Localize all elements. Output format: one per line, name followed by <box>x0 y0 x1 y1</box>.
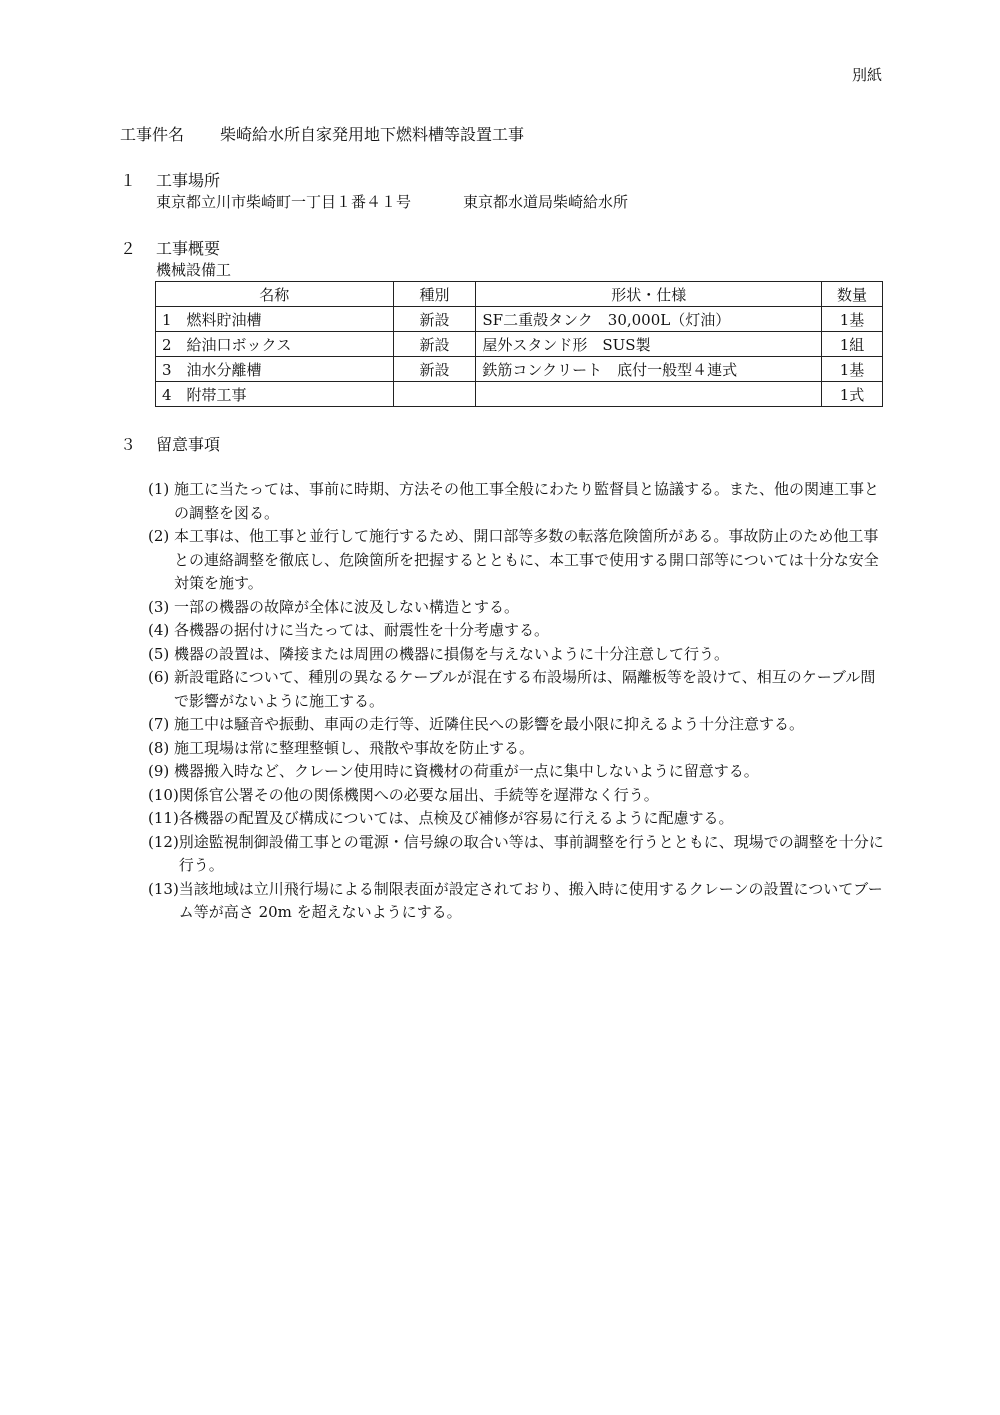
note-text: 関係官公署その他の関係機関への必要な届出、手続等を遅滞なく行う。 <box>178 785 659 804</box>
header-qty: 数量 <box>822 282 883 307</box>
cell-qty: 1基 <box>822 307 883 332</box>
cell-kind: 新設 <box>393 307 476 332</box>
note-number: (13) <box>148 879 179 898</box>
project-label: 工事件名 <box>120 125 185 144</box>
list-item <box>148 525 888 596</box>
list-item <box>148 831 888 878</box>
note-number: (7) <box>148 715 170 733</box>
cell-spec: SF二重殻タンク 30,000L（灯油） <box>476 307 822 332</box>
list-item <box>148 478 888 525</box>
list-item <box>148 619 888 643</box>
section-number: ２ <box>120 239 137 258</box>
cell-qty: 1基 <box>822 357 883 382</box>
list-item <box>148 878 888 925</box>
note-number: (5) <box>148 644 170 663</box>
note-number: (12) <box>148 832 179 851</box>
note-number: (3) <box>148 597 170 616</box>
location-address: 東京都立川市柴崎町一丁目１番４１号 <box>156 193 412 211</box>
table-row <box>156 382 883 407</box>
list-item <box>148 807 888 831</box>
note-number: (11) <box>148 809 179 827</box>
cell-qty: 1組 <box>822 332 883 357</box>
note-number: (9) <box>148 762 170 780</box>
cell-spec <box>476 382 822 407</box>
cell-qty: 1式 <box>822 382 883 407</box>
cell-kind: 新設 <box>393 332 476 357</box>
cell-spec: 屋外スタンド形 SUS製 <box>476 332 822 357</box>
note-text: 施工に当たっては、事前に時期、方法その他工事全般にわたり監督員と協議する。また、他の関連工事との調整を図る。 <box>174 480 880 522</box>
note-text: 一部の機器の故障が全体に波及しない構造とする。 <box>174 597 520 616</box>
section-location-heading <box>120 168 220 191</box>
note-text: 施工現場は常に整理整頓し、飛散や事故を防止する。 <box>174 738 535 757</box>
note-number: (4) <box>148 621 170 639</box>
note-text: 別途監視制御設備工事との電源・信号線の取合い等は、事前調整を行うとともに、現場での調整を十分に行う。 <box>178 832 884 874</box>
list-item <box>148 666 888 713</box>
note-number: (10) <box>148 785 179 804</box>
cell-name: 4 附帯工事 <box>156 382 394 407</box>
cell-name: 1 燃料貯油槽 <box>156 307 394 332</box>
attachment-label: 別紙 <box>851 66 882 84</box>
section-overview-heading <box>120 236 220 259</box>
cell-kind <box>393 382 476 407</box>
overview-subheading: 機械設備工 <box>156 261 232 279</box>
project-title-row <box>120 122 524 145</box>
equipment-table <box>155 281 883 407</box>
list-item <box>148 784 888 808</box>
note-text: 本工事は、他工事と並行して施行するため、開口部等多数の転落危険箇所がある。事故防止のため他工事との連絡調整を徹底し、危険箇所を把握するとともに、本工事で使用する開口部等については十分な安全対策を施す。 <box>174 527 879 592</box>
list-item <box>148 596 888 620</box>
table-row <box>156 357 883 382</box>
note-number: (6) <box>148 668 170 686</box>
list-item <box>148 713 888 737</box>
table-header-row <box>156 282 883 307</box>
note-text: 各機器の据付けに当たっては、耐震性を十分考慮する。 <box>174 621 550 639</box>
location-line <box>156 191 628 212</box>
note-text: 当該地域は立川飛行場による制限表面が設定されており、搬入時に使用するクレーンの設置についてブーム等が高さ 20m を超えないようにする。 <box>178 879 883 921</box>
list-item <box>148 737 888 761</box>
list-item <box>148 643 888 667</box>
table-row <box>156 307 883 332</box>
section-number: １ <box>120 171 137 190</box>
cell-name: 3 油水分離槽 <box>156 357 394 382</box>
section-title: 工事場所 <box>156 171 221 190</box>
header-kind: 種別 <box>393 282 476 307</box>
cell-name: 2 給油口ボックス <box>156 332 394 357</box>
section-notes-heading <box>120 432 220 455</box>
table-row <box>156 332 883 357</box>
section-number: ３ <box>120 435 137 454</box>
header-name: 名称 <box>156 282 394 307</box>
list-item <box>148 760 888 784</box>
note-text: 機器の設置は、隣接または周囲の機器に損傷を与えないように十分注意して行う。 <box>174 644 730 663</box>
header-spec: 形状・仕様 <box>476 282 822 307</box>
note-number: (2) <box>148 527 170 545</box>
cell-spec: 鉄筋コンクリート 底付一般型４連式 <box>476 357 822 382</box>
section-title: 留意事項 <box>156 435 221 454</box>
location-facility: 東京都水道局柴崎給水所 <box>463 193 629 211</box>
note-text: 機器搬入時など、クレーン使用時に資機材の荷重が一点に集中しないように留意する。 <box>174 762 759 780</box>
note-text: 新設電路について、種別の異なるケーブルが混在する布設場所は、隔離板等を設けて、相互のケーブル間で影響がないように施工する。 <box>174 668 876 710</box>
note-text: 施工中は騒音や振動、車両の走行等、近隣住民への影響を最小限に抑えるよう十分注意する。 <box>174 715 805 733</box>
note-number: (1) <box>148 480 170 498</box>
note-number: (8) <box>148 738 170 757</box>
section-title: 工事概要 <box>156 239 221 258</box>
cell-kind: 新設 <box>393 357 476 382</box>
notes-list <box>148 478 888 925</box>
project-name: 柴崎給水所自家発用地下燃料槽等設置工事 <box>220 125 525 144</box>
note-text: 各機器の配置及び構成については、点検及び補修が容易に行えるように配慮する。 <box>178 809 734 827</box>
